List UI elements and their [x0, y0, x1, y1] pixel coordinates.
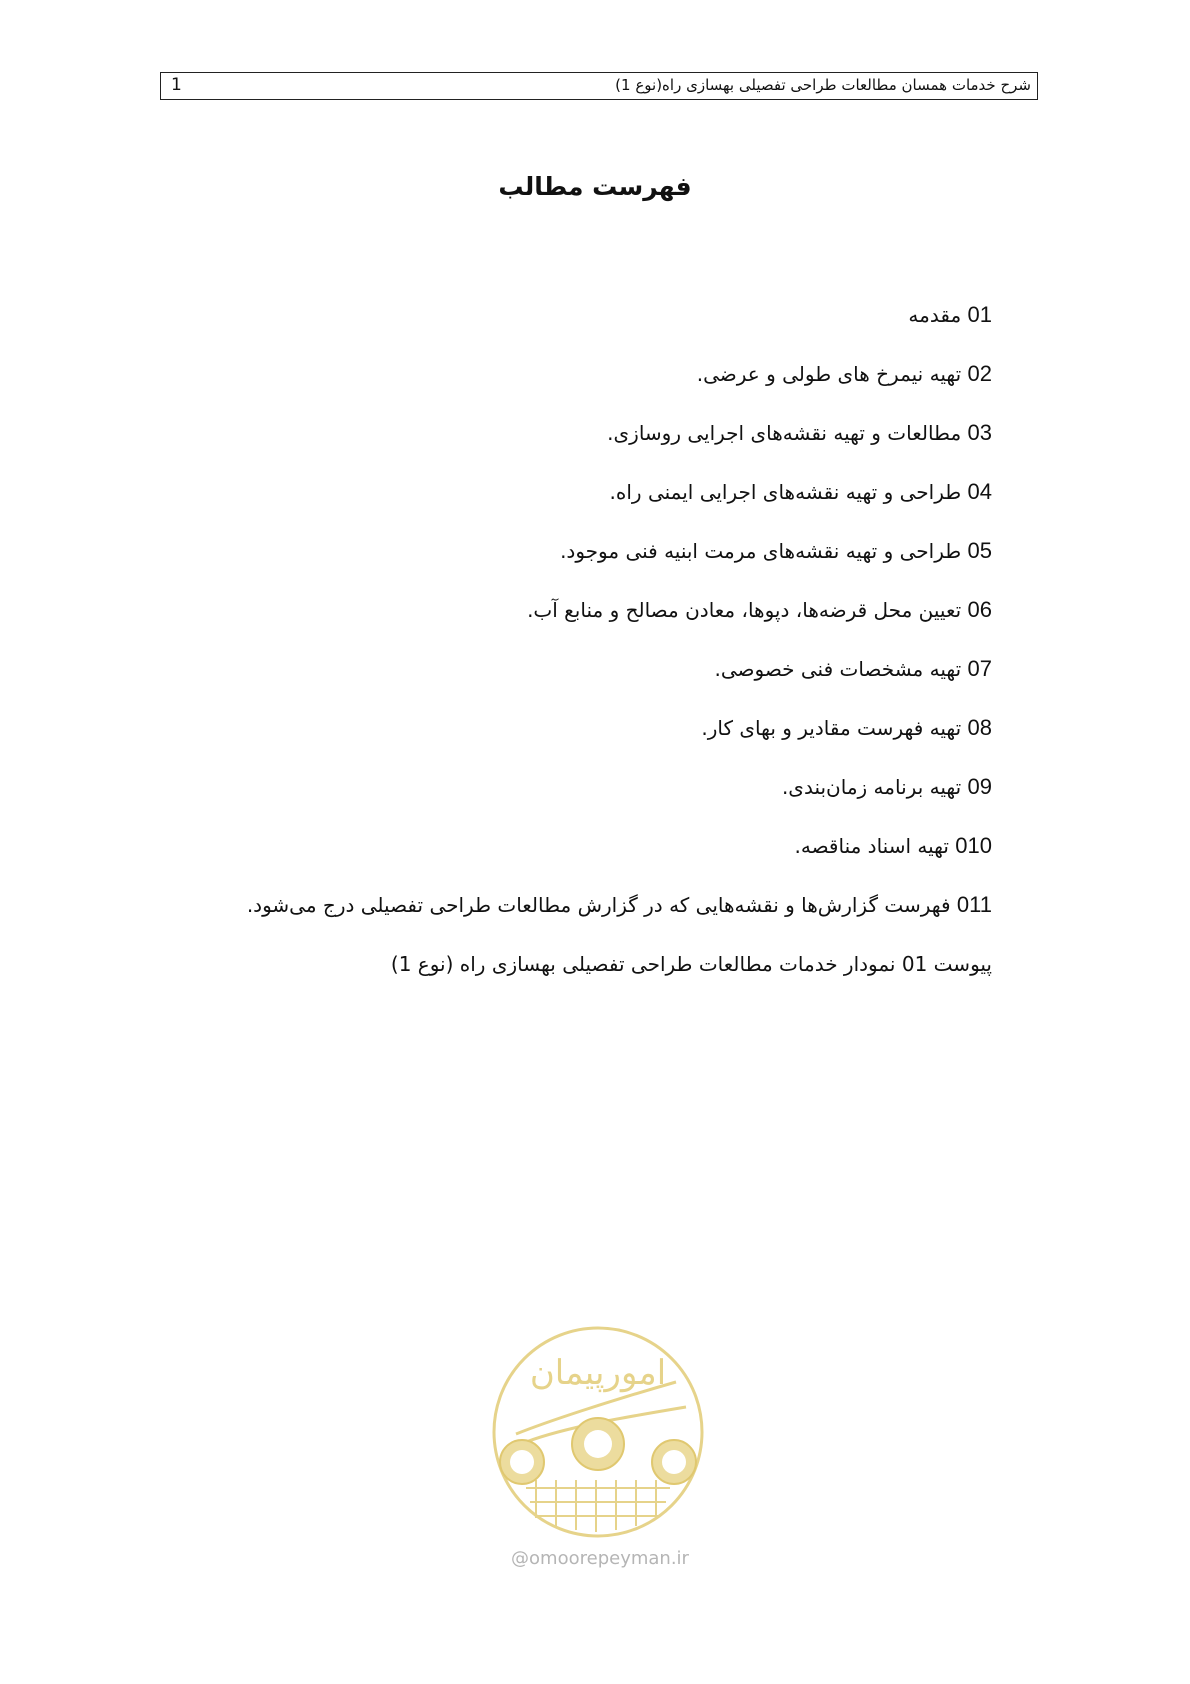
toc-item: [92, 359, 992, 418]
toc-item-text: فهرست گزارش‌ها و نقشه‌هایی که در گزارش مطالعات طراحی تفصیلی درج می‌شود.: [246, 893, 951, 917]
toc-item-text: تعیین محل قرضه‌ها، دپوها، معادن مصالح و منابع آب.: [527, 598, 962, 622]
toc-item-text: تهیه فهرست مقادیر و بهای کار.: [701, 716, 962, 740]
toc-item-text: تهیه نیمرخ های طولی و عرضی.: [696, 362, 962, 386]
toc-item-text: طراحی و تهیه نقشه‌های اجرایی ایمنی راه.: [609, 480, 962, 504]
toc-item-text: مطالعات و تهیه نقشه‌های اجرایی روسازی.: [607, 421, 962, 445]
toc-item-text: تهیه اسناد مناقصه.: [794, 834, 949, 858]
toc-item-number: 08: [967, 715, 992, 740]
toc-item-number: 04: [967, 479, 992, 504]
toc-item: [92, 890, 992, 949]
page-number: 1: [171, 75, 182, 95]
toc-list: [92, 300, 992, 1008]
toc-item-text: تهیه برنامه زمان‌بندی.: [781, 775, 962, 799]
toc-item-number: 01: [967, 302, 992, 327]
header-title: شرح خدمات همسان مطالعات طراحی تفصیلی بهسازی راه(نوع 1): [615, 76, 1031, 94]
toc-item-number: 06: [967, 597, 992, 622]
toc-item-text: پیوست 01 نمودار خدمات مطالعات طراحی تفصیلی بهسازی راه (نوع 1): [390, 952, 992, 976]
toc-item: [92, 418, 992, 477]
toc-item-number: 09: [967, 774, 992, 799]
watermark-logo-text: امورپیمان: [529, 1353, 667, 1393]
toc-item-number: 02: [967, 361, 992, 386]
toc-item-text: طراحی و تهیه نقشه‌های مرمت ابنیه فنی موجود.: [560, 539, 962, 563]
toc-item-number: 010: [955, 833, 992, 858]
toc-item-number: 03: [967, 420, 992, 445]
toc-item: [92, 477, 992, 536]
toc-item-text: مقدمه: [908, 303, 962, 327]
toc-item: [92, 300, 992, 359]
toc-item: [92, 831, 992, 890]
toc-item: [92, 772, 992, 831]
toc-item-number: 011: [956, 892, 992, 917]
toc-item-number: 07: [967, 656, 992, 681]
toc-item: [92, 595, 992, 654]
watermark-logo: [486, 1322, 710, 1542]
toc-item: [92, 654, 992, 713]
toc-item: [92, 713, 992, 772]
page-header: [160, 72, 1038, 100]
watermark-url: @omoorepeyman.ir: [511, 1548, 689, 1569]
toc-item: [92, 536, 992, 595]
toc-item-appendix: [92, 949, 992, 1008]
toc-title: فهرست مطالب: [498, 172, 692, 201]
toc-item-number: 05: [967, 538, 992, 563]
toc-item-text: تهیه مشخصات فنی خصوصی.: [714, 657, 962, 681]
